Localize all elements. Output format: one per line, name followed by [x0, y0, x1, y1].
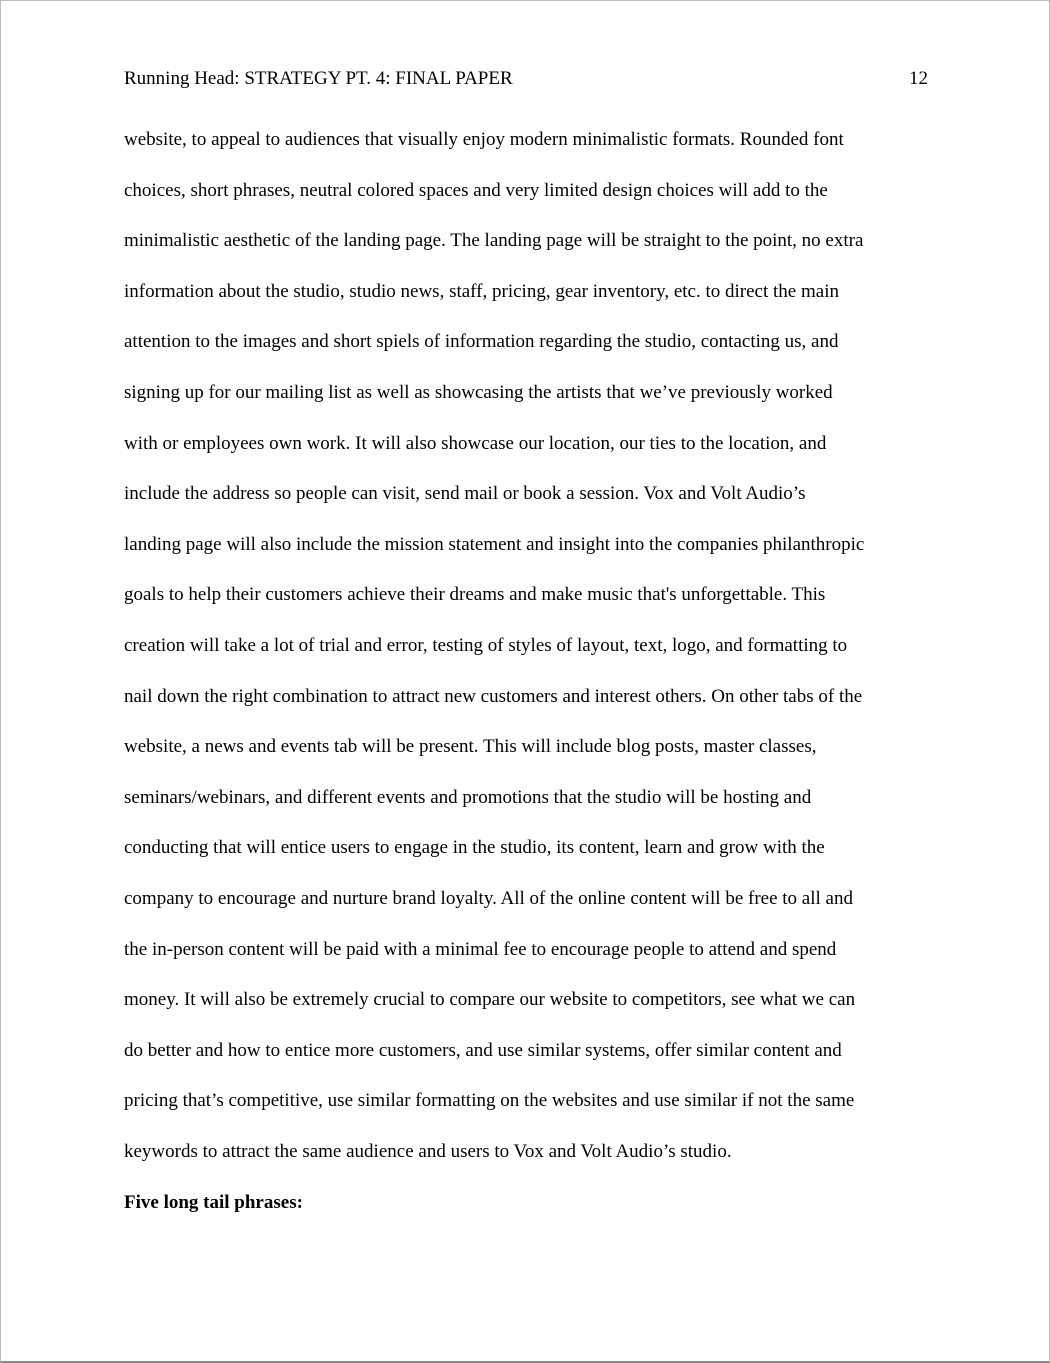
paragraph-line: choices, short phrases, neutral colored spaces and very limited design choices will add to the: [124, 179, 828, 201]
paragraph-line: creation will take a lot of trial and error, testing of styles of layout, text, logo, and formatting to: [124, 634, 848, 656]
running-head: Running Head: STRATEGY PT. 4: FINAL PAPER: [124, 68, 513, 89]
paragraph-line: seminars/webinars, and different events and promotions that the studio will be hosting and: [124, 786, 812, 808]
paragraph-line: the in-person content will be paid with a minimal fee to encourage people to attend and spend: [124, 938, 837, 960]
paragraph-line: conducting that will entice users to engage in the studio, its content, learn and grow with the: [124, 837, 825, 859]
paragraph-line: minimalistic aesthetic of the landing page. The landing page will be straight to the point, no extra: [124, 230, 864, 252]
paragraph-line: attention to the images and short spiels of information regarding the studio, contacting us, and: [124, 331, 839, 353]
paragraph-line: goals to help their customers achieve their dreams and make music that's unforgettable. This: [124, 584, 826, 606]
section-heading: Five long tail phrases:: [124, 1192, 303, 1213]
page-number: 12: [909, 68, 928, 89]
paragraph-line: money. It will also be extremely crucial to compare our website to competitors, see what we can: [124, 989, 856, 1011]
paragraph-line: include the address so people can visit, send mail or book a session. Vox and Volt Audio’s: [124, 483, 806, 505]
paragraph-line: landing page will also include the mission statement and insight into the companies philanthropic: [124, 533, 865, 555]
paragraph-line: keywords to attract the same audience and users to Vox and Volt Audio’s studio.: [124, 1140, 732, 1162]
paragraph-line: do better and how to entice more customers, and use similar systems, offer similar content and: [124, 1039, 842, 1061]
paragraph-line: website, a news and events tab will be present. This will include blog posts, master classes,: [124, 736, 817, 758]
paragraph-line: nail down the right combination to attract new customers and interest others. On other tabs of the: [124, 685, 863, 707]
paragraph-line: information about the studio, studio news, staff, pricing, gear inventory, etc. to direct the main: [124, 280, 839, 302]
paragraph-line: pricing that’s competitive, use similar formatting on the websites and use similar if not the same: [124, 1090, 855, 1112]
page-header: [124, 66, 928, 92]
body-paragraph: [124, 127, 928, 1189]
paragraph-line: signing up for our mailing list as well as showcasing the artists that we’ve previously worked: [124, 381, 833, 403]
paragraph-line: company to encourage and nurture brand loyalty. All of the online content will be free to all and: [124, 887, 853, 909]
paragraph-line: with or employees own work. It will also showcase our location, our ties to the location, and: [124, 432, 827, 454]
paragraph-line: website, to appeal to audiences that visually enjoy modern minimalistic formats. Rounded font: [124, 129, 844, 150]
